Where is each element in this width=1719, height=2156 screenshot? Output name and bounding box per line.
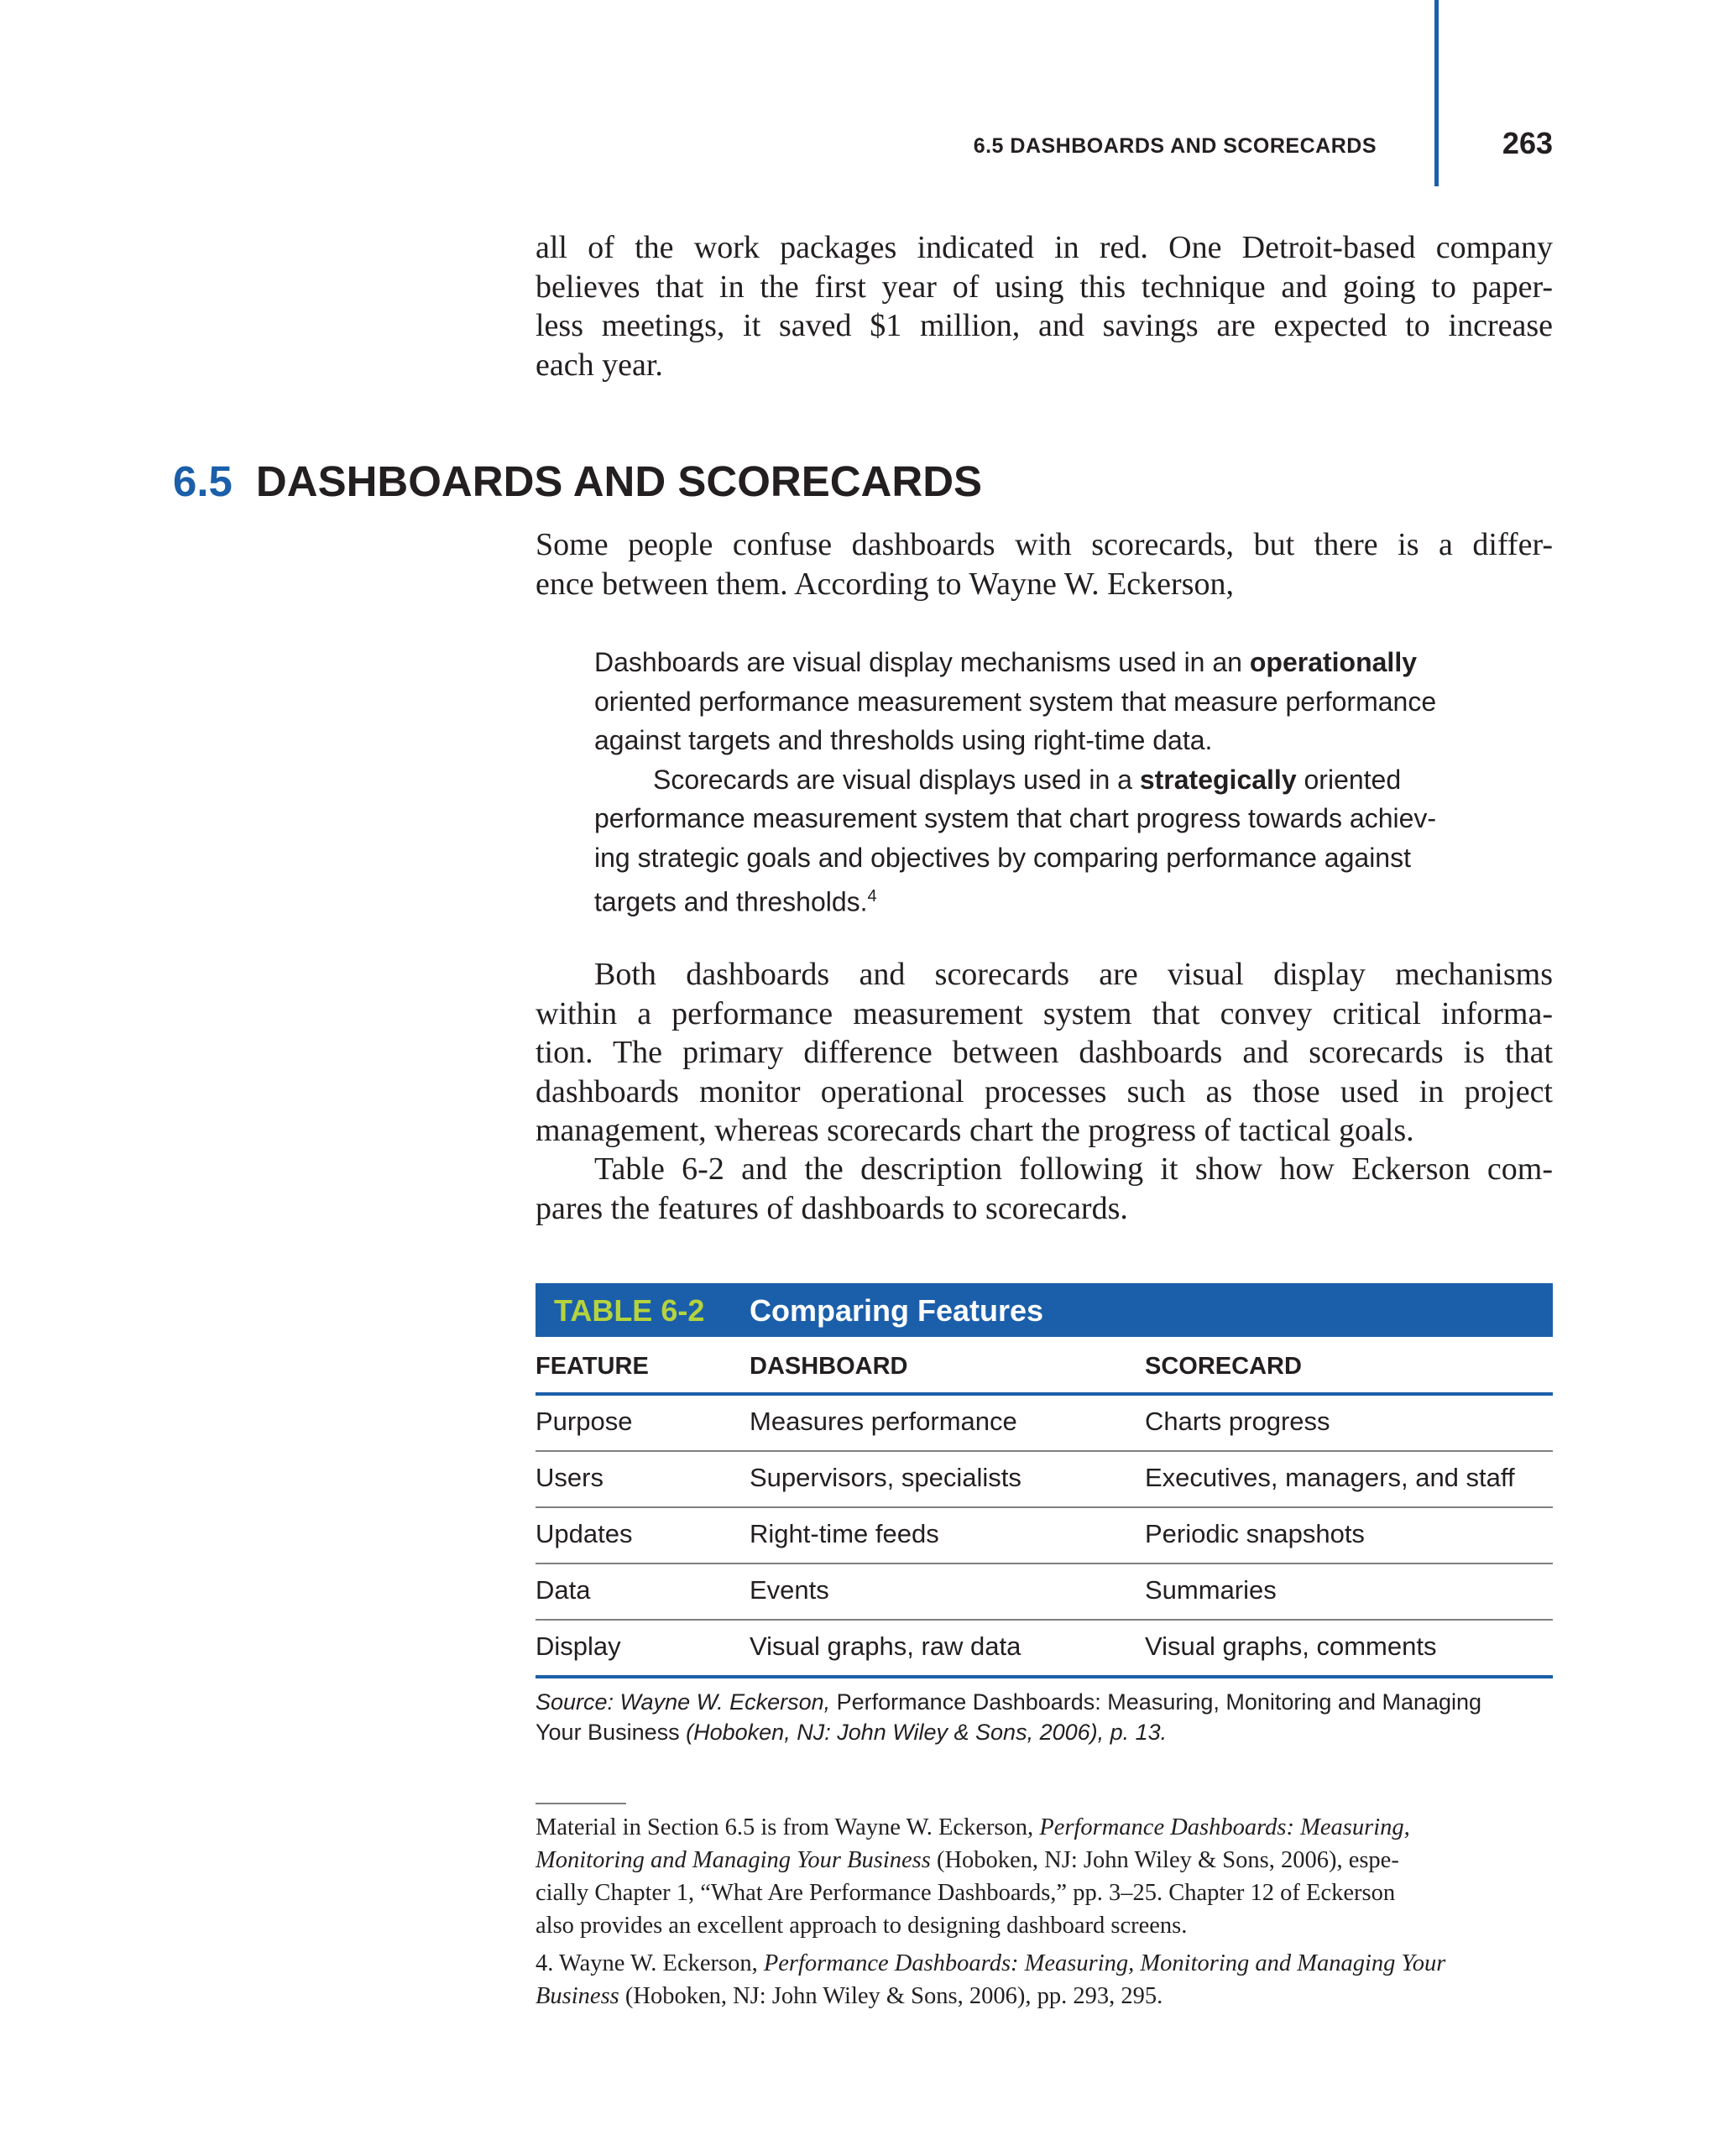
quote-line	[594, 760, 1543, 800]
footnote-text: 4. Wayne W. Eckerson,	[536, 1950, 764, 1976]
table-cell: Display	[536, 1631, 621, 1661]
text-line: each year.	[536, 347, 663, 383]
text-line: Table 6-2 and the description following it show how Eckerson com-	[594, 1151, 1553, 1187]
section-title: DASHBOARDS AND SCORECARDS	[255, 457, 983, 505]
table-cell: Summaries	[1145, 1575, 1277, 1605]
source-suffix: (Hoboken, NJ: John Wiley & Sons, 2006), p. 13.	[679, 1720, 1168, 1745]
page-number: 263	[1502, 126, 1553, 160]
table-cell: Events	[750, 1575, 829, 1605]
footnote-line: cially Chapter 1, “What Are Performance Dashboards,” pp. 3–25. Chapter 12 of Eckerson	[536, 1880, 1396, 1906]
cited-title: Monitoring and Managing Your Business	[536, 1847, 931, 1873]
footnote-line	[536, 1811, 1553, 1844]
table-cell: Charts progress	[1145, 1407, 1330, 1436]
table-row-rule	[536, 1506, 1553, 1508]
text-line: Both dashboards and scorecards are visual display mechanisms	[594, 957, 1553, 992]
footnote-reference[interactable]: 4	[867, 887, 877, 906]
source-title: Your Business	[536, 1720, 680, 1745]
text-line: believes that in the first year of using this technique and going to paper-	[536, 269, 1553, 305]
table-cell: Updates	[536, 1519, 633, 1548]
text-line: dashboards monitor operational processes such as those used in project	[536, 1073, 1553, 1109]
body-paragraph	[536, 955, 1553, 1151]
table-cell: Supervisors, specialists	[750, 1463, 1021, 1492]
text-line: management, whereas scorecards chart the progress of tactical goals.	[536, 1113, 1414, 1148]
table-header-rule	[536, 1392, 1553, 1396]
quote-line: ing strategic goals and objectives by comparing performance against	[594, 842, 1411, 873]
table-cell: Measures performance	[750, 1407, 1017, 1436]
footnote-line: also provides an excellent approach to designing dashboard screens.	[536, 1913, 1188, 1939]
quote-line: against targets and thresholds using right-time data.	[594, 725, 1213, 755]
footnote-text: (Hoboken, NJ: John Wiley & Sons, 2006), espe-	[930, 1847, 1399, 1873]
footnote-text: (Hoboken, NJ: John Wiley & Sons, 2006), pp. 293, 295.	[619, 1983, 1163, 2009]
footnote-line	[536, 1947, 1553, 1980]
quote-emphasis: operationally	[1249, 647, 1417, 677]
source-prefix: Source: Wayne W. Eckerson,	[536, 1689, 837, 1715]
table-cell: Visual graphs, raw data	[750, 1631, 1021, 1661]
footnote-rule	[536, 1803, 626, 1804]
text-line: tion. The primary difference between dashboards and scorecards is that	[536, 1035, 1553, 1070]
table-source-note	[536, 1687, 1553, 1747]
section-number: 6.5	[173, 457, 233, 505]
table-row-rule	[536, 1619, 1553, 1621]
text-line: less meetings, it saved $1 million, and savings are expected to increase	[536, 308, 1553, 343]
running-head: 6.5 DASHBOARDS AND SCORECARDS	[973, 134, 1377, 158]
column-header-feature: FEATURE	[536, 1353, 649, 1380]
cited-title: Performance Dashboards: Measuring,	[1039, 1814, 1410, 1840]
quote-line: performance measurement system that chart progress towards achiev-	[594, 803, 1437, 833]
table-cell: Periodic snapshots	[1145, 1519, 1365, 1548]
block-quote	[594, 643, 1543, 921]
table-cell: Purpose	[536, 1407, 633, 1436]
cited-title: Business	[536, 1983, 619, 2009]
table-bottom-rule	[536, 1675, 1553, 1678]
table-cell: Users	[536, 1463, 603, 1492]
table-row-rule	[536, 1563, 1553, 1564]
footnote-line	[536, 1980, 1553, 2012]
footnote-4	[536, 1947, 1553, 2012]
column-header-scorecard: SCORECARD	[1145, 1353, 1302, 1380]
text-line: Some people confuse dashboards with scorecards, but there is a differ-	[536, 527, 1553, 562]
footnote-line	[536, 1844, 1553, 1877]
lead-paragraph	[536, 525, 1553, 603]
source-title: Performance Dashboards: Measuring, Monitoring and Managing	[836, 1689, 1482, 1715]
table-cell: Executives, managers, and staff	[1145, 1463, 1515, 1492]
header-rule	[1434, 0, 1439, 186]
intro-paragraph	[536, 228, 1553, 384]
table-title-bar	[536, 1283, 1553, 1337]
column-header-dashboard: DASHBOARD	[750, 1353, 908, 1380]
quote-line	[594, 877, 1543, 921]
text-line: within a performance measurement system that convey critical informa-	[536, 995, 1553, 1031]
table-title: Comparing Features	[750, 1293, 1044, 1328]
footnote-text: Material in Section 6.5 is from Wayne W. Eckerson,	[536, 1814, 1040, 1840]
quote-text: targets and thresholds.	[594, 886, 868, 917]
table-row-rule	[536, 1450, 1553, 1452]
quote-line: oriented performance measurement system that measure performance	[594, 686, 1437, 717]
cited-title: Performance Dashboards: Measuring, Monitoring and Managing Your	[763, 1950, 1446, 1976]
table-cell: Visual graphs, comments	[1145, 1631, 1437, 1661]
quote-emphasis: strategically	[1139, 764, 1297, 795]
footnote-material	[536, 1811, 1553, 1942]
table-cell: Data	[536, 1575, 591, 1605]
text-line: pares the features of dashboards to scorecards.	[536, 1190, 1128, 1226]
quote-text: Scorecards are visual displays used in a	[653, 764, 1140, 795]
body-paragraph	[536, 1150, 1553, 1228]
quote-line	[594, 643, 1543, 682]
section-heading	[173, 457, 982, 507]
text-line: ence between them. According to Wayne W. Eckerson,	[536, 566, 1234, 602]
table-cell: Right-time feeds	[750, 1519, 939, 1548]
table-label: TABLE 6-2	[554, 1293, 705, 1328]
quote-text: Dashboards are visual display mechanisms used in an	[594, 647, 1250, 677]
quote-text: oriented	[1296, 764, 1402, 795]
text-line: all of the work packages indicated in red. One Detroit-based company	[536, 230, 1553, 265]
